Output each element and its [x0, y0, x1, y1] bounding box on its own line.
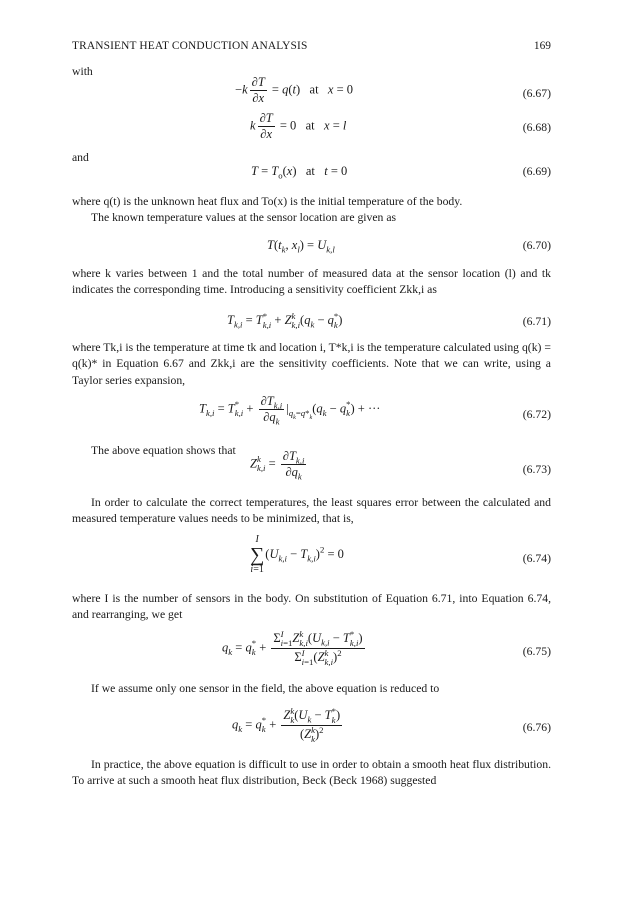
- paragraph-5-text: The above equation shows that: [91, 444, 236, 457]
- equation-number: (6.76): [522, 721, 551, 734]
- equation-body: $T_{k,i} = T$ * k,i + $\frac{\partial T_{k,i}}{\partial q_k}$ $|_{q_k=q*_k}(q_k - q$ * k ) + ···: [199, 394, 381, 427]
- equation-body: k $\frac{\partial T}{\partial x}$ = 0 at x = l: [250, 111, 347, 141]
- paragraph-4: [72, 340, 551, 389]
- equation-6-76: [72, 707, 551, 751]
- running-header: [72, 40, 551, 56]
- equation-body: $T = T_o(x)$ at t = 0: [251, 164, 348, 181]
- equation-number: (6.74): [522, 552, 551, 565]
- equation-body: I ∑ $i=1(U_{k,i} - T_{k,i})^2 = 0$: [250, 534, 344, 575]
- equation-6-75: [72, 630, 551, 674]
- equation-body: −k $\frac{\partial T}{\partial x}$ = q(t) at x = 0: [235, 75, 354, 105]
- equation-number: (6.75): [522, 645, 551, 658]
- text-and: and: [72, 151, 89, 164]
- equation-number: (6.71): [522, 315, 551, 328]
- equation-body: $T(t_k$, $x_l) = U_{k,l}$: [267, 238, 335, 255]
- equation-body: $q_k = q$ * k + Z k k ($U_k - T$ * k ) (Z k k )$^2$: [232, 706, 341, 744]
- equation-6-72: [72, 394, 551, 434]
- equation-6-68: [72, 109, 551, 149]
- page-number: 169: [533, 40, 551, 52]
- equation-6-73: [72, 449, 551, 489]
- paragraph-7-text: where I is the number of sensors in the body. On substitution of Equation 6.71, into Equation 6.74, and rearranging, we get: [72, 592, 551, 622]
- paragraph-9-text: In practice, the above equation is difficult to use in order to obtain a smooth heat flux distribution. To arrive at such a smooth heat flux distribution, Beck (Beck 1968) suggested: [72, 758, 551, 788]
- equation-body: $q_k = q$ * k + Σ I i=1 Z k k,i ($U_{k,i} - T$ * k,i ) Σ I i=1 (Z k k,i )$^2$: [222, 629, 363, 667]
- equation-number: (6.67): [522, 87, 551, 100]
- equation-number: (6.73): [522, 463, 551, 476]
- equation-6-74: [72, 533, 551, 583]
- equation-number: (6.69): [522, 165, 551, 178]
- equation-number: (6.70): [522, 239, 551, 252]
- equation-number: (6.72): [522, 408, 551, 421]
- paragraph-7: [72, 591, 551, 624]
- equation-body: $T_{k,i} = T$ * k,i + Z k k,i ($q_k - q$ * k ): [227, 311, 343, 330]
- paragraph-6-text: In order to calculate the correct temperatures, the least squares error between the calculated and measured temperature values needs to be minimized, that is,: [72, 496, 551, 526]
- paragraph-3: [72, 266, 551, 299]
- paragraph-1-text: where q(t) is the unknown heat flux and To(x) is the initial temperature of the body.: [72, 195, 463, 208]
- paragraph-2-text: The known temperature values at the sensor location are given as: [91, 211, 397, 224]
- paragraph-1: [72, 194, 551, 210]
- paragraph-8: [72, 681, 551, 697]
- paragraph-6: [72, 495, 551, 528]
- paragraph-2: [72, 210, 551, 226]
- equation-body: Z k k,i = $\frac{\partial T_{k,i}}{\partial q_k}$: [250, 449, 305, 482]
- equation-6-67: [72, 73, 551, 113]
- running-title: TRANSIENT HEAT CONDUCTION ANALYSIS: [72, 40, 308, 52]
- equation-number: (6.68): [522, 121, 551, 134]
- paragraph-3-text: where k varies between 1 and the total number of measured data at the sensor location (l) and tk indicates the corresponding time. Introducing a sensitivity coefficient Zkk,i as: [72, 267, 551, 297]
- paragraph-4-text: where Tk,i is the temperature at time tk and location i, T*k,i is the temperature calculated using q(k) = q(k)* in Equation 6.67 and Zkk,i are the sensitivity coefficients. Note that we can write, using a Taylor series expansion,: [72, 341, 551, 387]
- paragraph-9: [72, 757, 551, 790]
- paragraph-8-text: If we assume only one sensor in the field, the above equation is reduced to: [91, 682, 440, 695]
- text-with: with: [72, 65, 93, 78]
